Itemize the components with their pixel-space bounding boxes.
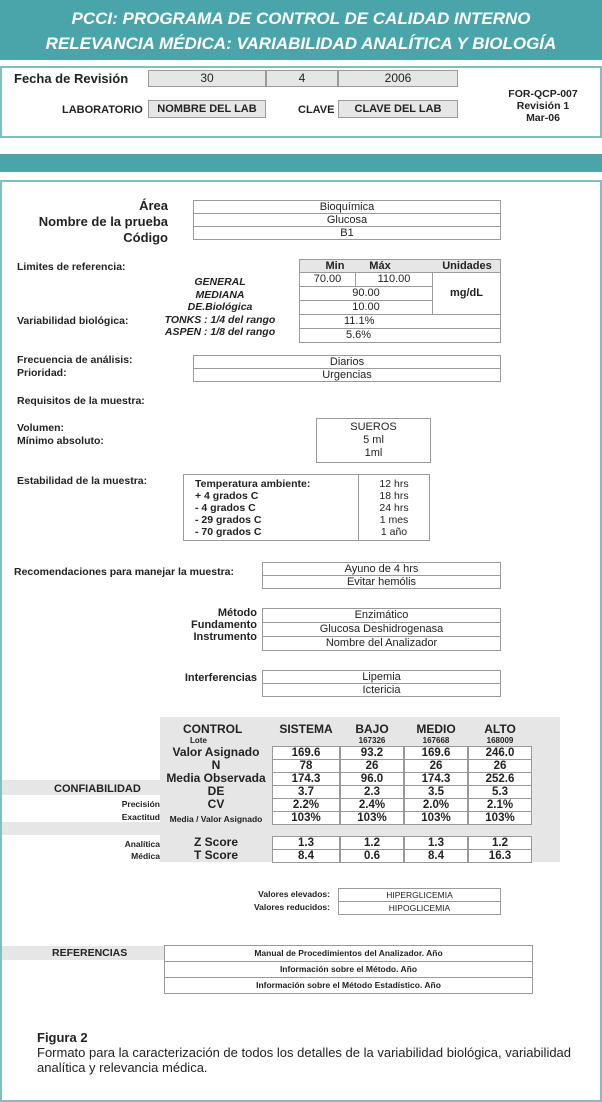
control-row-label: Media Observada: [166, 771, 266, 785]
min-value[interactable]: 70.00: [299, 272, 356, 287]
aspen-label: ASPEN : 1/8 del rango: [164, 326, 276, 338]
sample-type: SUEROS: [350, 421, 397, 433]
clave-field[interactable]: CLAVE DEL LAB: [338, 100, 458, 118]
control-value[interactable]: 2.3: [340, 785, 404, 799]
priority-label: Prioridad:: [17, 367, 67, 379]
reference-item[interactable]: Información sobre el Método Estadístico. Año: [164, 977, 533, 994]
score-value[interactable]: 0.6: [340, 849, 404, 863]
stability-time: 1 año: [380, 526, 408, 538]
header-banner: [0, 0, 602, 60]
stability-time: 12 hrs: [379, 478, 409, 490]
code-label: Código: [123, 230, 168, 245]
max-header: Máx: [369, 260, 391, 272]
min-header: Min: [325, 260, 345, 272]
revision-day[interactable]: 30: [148, 70, 266, 87]
high-values-field[interactable]: HIPERGLICEMIA: [338, 888, 501, 902]
control-row-label: Media / Valor Asignado: [169, 814, 263, 824]
score-value[interactable]: 16.3: [468, 849, 532, 863]
recommend-label: Recomendaciones para manejar la muestra:: [14, 566, 235, 578]
analitica-label: Analítica: [124, 839, 160, 849]
sample-labels: [17, 422, 104, 448]
stability-time: 18 hrs: [379, 490, 409, 502]
control-value[interactable]: 93.2: [340, 746, 404, 760]
caption-text: Formato para la caracterización de todos los detalles de la variabilidad biológica, variabilidad analítica y relevancia médica.: [37, 1045, 572, 1075]
general-label: GENERAL: [194, 276, 246, 288]
recommend-2[interactable]: Evitar hemólis: [262, 575, 501, 589]
priority-field[interactable]: Urgencias: [193, 368, 501, 382]
control-value[interactable]: 26: [404, 759, 468, 773]
method-labels: [160, 607, 257, 643]
stability-time: 24 hrs: [379, 502, 409, 514]
figure-caption: [37, 1030, 587, 1075]
area-label: Área: [139, 198, 168, 213]
lote-value: 167668: [422, 736, 450, 745]
area-field[interactable]: Bioquímica: [193, 200, 501, 214]
control-row-label: CV: [207, 797, 225, 811]
test-labels: [20, 198, 168, 246]
sample-req-label: Requisitos de la muestra:: [17, 395, 145, 407]
score-value[interactable]: 1.3: [404, 836, 468, 850]
score-label: T Score: [193, 848, 238, 862]
control-row-label: N: [211, 758, 221, 772]
stability-time: 1 mes: [379, 514, 409, 526]
clave-label: CLAVE: [298, 104, 335, 116]
interference-1[interactable]: Lipemia: [262, 670, 501, 684]
control-value[interactable]: 103%: [340, 811, 404, 825]
control-header: CONTROL: [183, 722, 243, 736]
max-value[interactable]: 110.00: [355, 272, 433, 287]
units-header: Unidades: [442, 260, 492, 272]
column-header-alto: ALTO: [484, 722, 516, 736]
control-value[interactable]: 103%: [272, 811, 340, 825]
reference-label: Limites de referencia:: [17, 261, 126, 273]
score-value[interactable]: 1.2: [340, 836, 404, 850]
tonks-label: TONKS : 1/4 del rango: [164, 313, 276, 326]
de-label: DE.Biológica: [187, 301, 253, 313]
aspen-value[interactable]: 5.6%: [299, 328, 501, 343]
instrumento-label: Instrumento: [193, 631, 257, 643]
median-value[interactable]: 90.00: [299, 286, 433, 301]
control-value[interactable]: 5.3: [468, 785, 532, 799]
control-value[interactable]: 2.4%: [340, 798, 404, 812]
control-value[interactable]: 169.6: [272, 746, 340, 760]
reference-header: [299, 259, 501, 273]
control-value[interactable]: 2.0%: [404, 798, 468, 812]
test-name-field[interactable]: Glucosa: [193, 213, 501, 227]
control-row-label: DE: [207, 784, 225, 798]
form-code: FOR-QCP-007: [508, 88, 578, 100]
header-title-1: PCCI: PROGRAMA DE CONTROL DE CALIDAD INTERNO: [71, 9, 531, 28]
method-label: Método: [217, 607, 257, 619]
stability-condition: + 4 grados C: [195, 490, 259, 502]
min-abs-label: Mínimo absoluto:: [17, 435, 104, 447]
stability-condition: - 4 grados C: [195, 502, 256, 514]
values-labels: [220, 888, 330, 914]
de-value[interactable]: 10.00: [299, 300, 433, 315]
revision-year[interactable]: 2006: [338, 70, 458, 87]
control-value[interactable]: 103%: [468, 811, 532, 825]
high-values-label: Valores elevados:: [258, 889, 330, 899]
lab-field[interactable]: NOMBRE DEL LAB: [148, 100, 266, 118]
stability-label: Estabilidad de la muestra:: [17, 475, 148, 487]
code-field[interactable]: B1: [193, 226, 501, 240]
units-value: mg/dL: [432, 272, 501, 315]
lote-value: 168009: [486, 736, 514, 745]
references-label: REFERENCIAS: [52, 947, 128, 959]
control-value[interactable]: 174.3: [272, 772, 340, 786]
control-value[interactable]: 169.6: [404, 746, 468, 760]
sample-box[interactable]: [316, 418, 431, 463]
mediana-label: MEDIANA: [195, 288, 245, 301]
frequency-labels: [17, 354, 133, 380]
column-header-bajo: BAJO: [355, 722, 389, 736]
sample-volume: 5 ml: [363, 434, 384, 446]
revision-label: Fecha de Revisión: [14, 71, 129, 86]
frequency-field[interactable]: Diarios: [193, 355, 501, 369]
score-value[interactable]: 8.4: [404, 849, 468, 863]
revision-month[interactable]: 4: [266, 70, 338, 87]
control-value[interactable]: 96.0: [340, 772, 404, 786]
form-info: [498, 88, 588, 124]
control-value[interactable]: 252.6: [468, 772, 532, 786]
recommend-1[interactable]: Ayuno de 4 hrs: [262, 562, 501, 576]
form-revision: Revisión 1: [516, 100, 570, 112]
stability-condition: - 29 grados C: [195, 514, 262, 526]
test-name-label: Nombre de la prueba: [38, 214, 168, 229]
interferences-label: Interferencias: [184, 672, 257, 684]
confiabilidad-label: CONFIABILIDAD: [54, 783, 141, 795]
low-values-field[interactable]: HIPOGLICEMIA: [338, 901, 501, 915]
stability-condition: Temperatura ambiente:: [195, 478, 311, 490]
frequency-label: Frecuencia de análisis:: [17, 354, 133, 366]
lab-label: LABORATORIO: [62, 104, 143, 116]
volume-label: Volumen:: [17, 422, 65, 434]
reference-item[interactable]: Información sobre el Método. Año: [164, 961, 533, 978]
control-row-label: Valor Asignado: [172, 745, 260, 759]
form-date: Mar-06: [526, 112, 560, 124]
score-label: Z Score: [193, 835, 238, 849]
column-header-medio: MEDIO: [416, 722, 456, 736]
caption-title: Figura 2: [37, 1030, 88, 1045]
control-value[interactable]: 3.7: [272, 785, 340, 799]
score-value[interactable]: 8.4: [272, 849, 340, 863]
control-value[interactable]: 2.2%: [272, 798, 340, 812]
sample-min: 1ml: [364, 447, 383, 459]
low-values-label: Valores reducidos:: [253, 902, 330, 912]
control-value[interactable]: 3.5: [404, 785, 468, 799]
score-value[interactable]: 1.3: [272, 836, 340, 850]
lote-value: 167326: [358, 736, 386, 745]
reference-row-labels: [160, 276, 280, 339]
control-value[interactable]: 103%: [404, 811, 468, 825]
column-header-sistema: SISTEMA: [279, 722, 333, 736]
reference-item[interactable]: Manual de Procedimientos del Analizador. Año: [164, 945, 533, 962]
section-divider: [0, 154, 602, 172]
control-value[interactable]: 2.1%: [468, 798, 532, 812]
interference-2[interactable]: Ictericia: [262, 683, 501, 697]
score-value[interactable]: 1.2: [468, 836, 532, 850]
exactitud-label: Exactitud: [121, 812, 160, 822]
instrumento-field[interactable]: Nombre del Analizador: [262, 636, 501, 651]
medica-label: Médica: [131, 851, 160, 861]
lote-header: Lote: [190, 736, 207, 745]
control-value[interactable]: 78: [272, 759, 340, 773]
tonks-value[interactable]: 11.1%: [299, 314, 501, 329]
control-value[interactable]: 26: [340, 759, 404, 773]
fundamento-label: Fundamento: [191, 619, 257, 631]
control-value[interactable]: 174.3: [404, 772, 468, 786]
bio-variability-label: Variabilidad biológica:: [17, 315, 129, 327]
control-value[interactable]: 246.0: [468, 746, 532, 760]
method-field[interactable]: Enzimático: [262, 608, 501, 623]
control-value[interactable]: 26: [468, 759, 532, 773]
stability-condition: - 70 grados C: [195, 526, 262, 538]
fundamento-field[interactable]: Glucosa Deshidrogenasa: [262, 622, 501, 637]
header-title-2: RELEVANCIA MÉDICA: VARIABILIDAD ANALÍTICA Y BIOLOGÍA: [45, 34, 557, 53]
precision-label: Precisión: [121, 799, 160, 809]
